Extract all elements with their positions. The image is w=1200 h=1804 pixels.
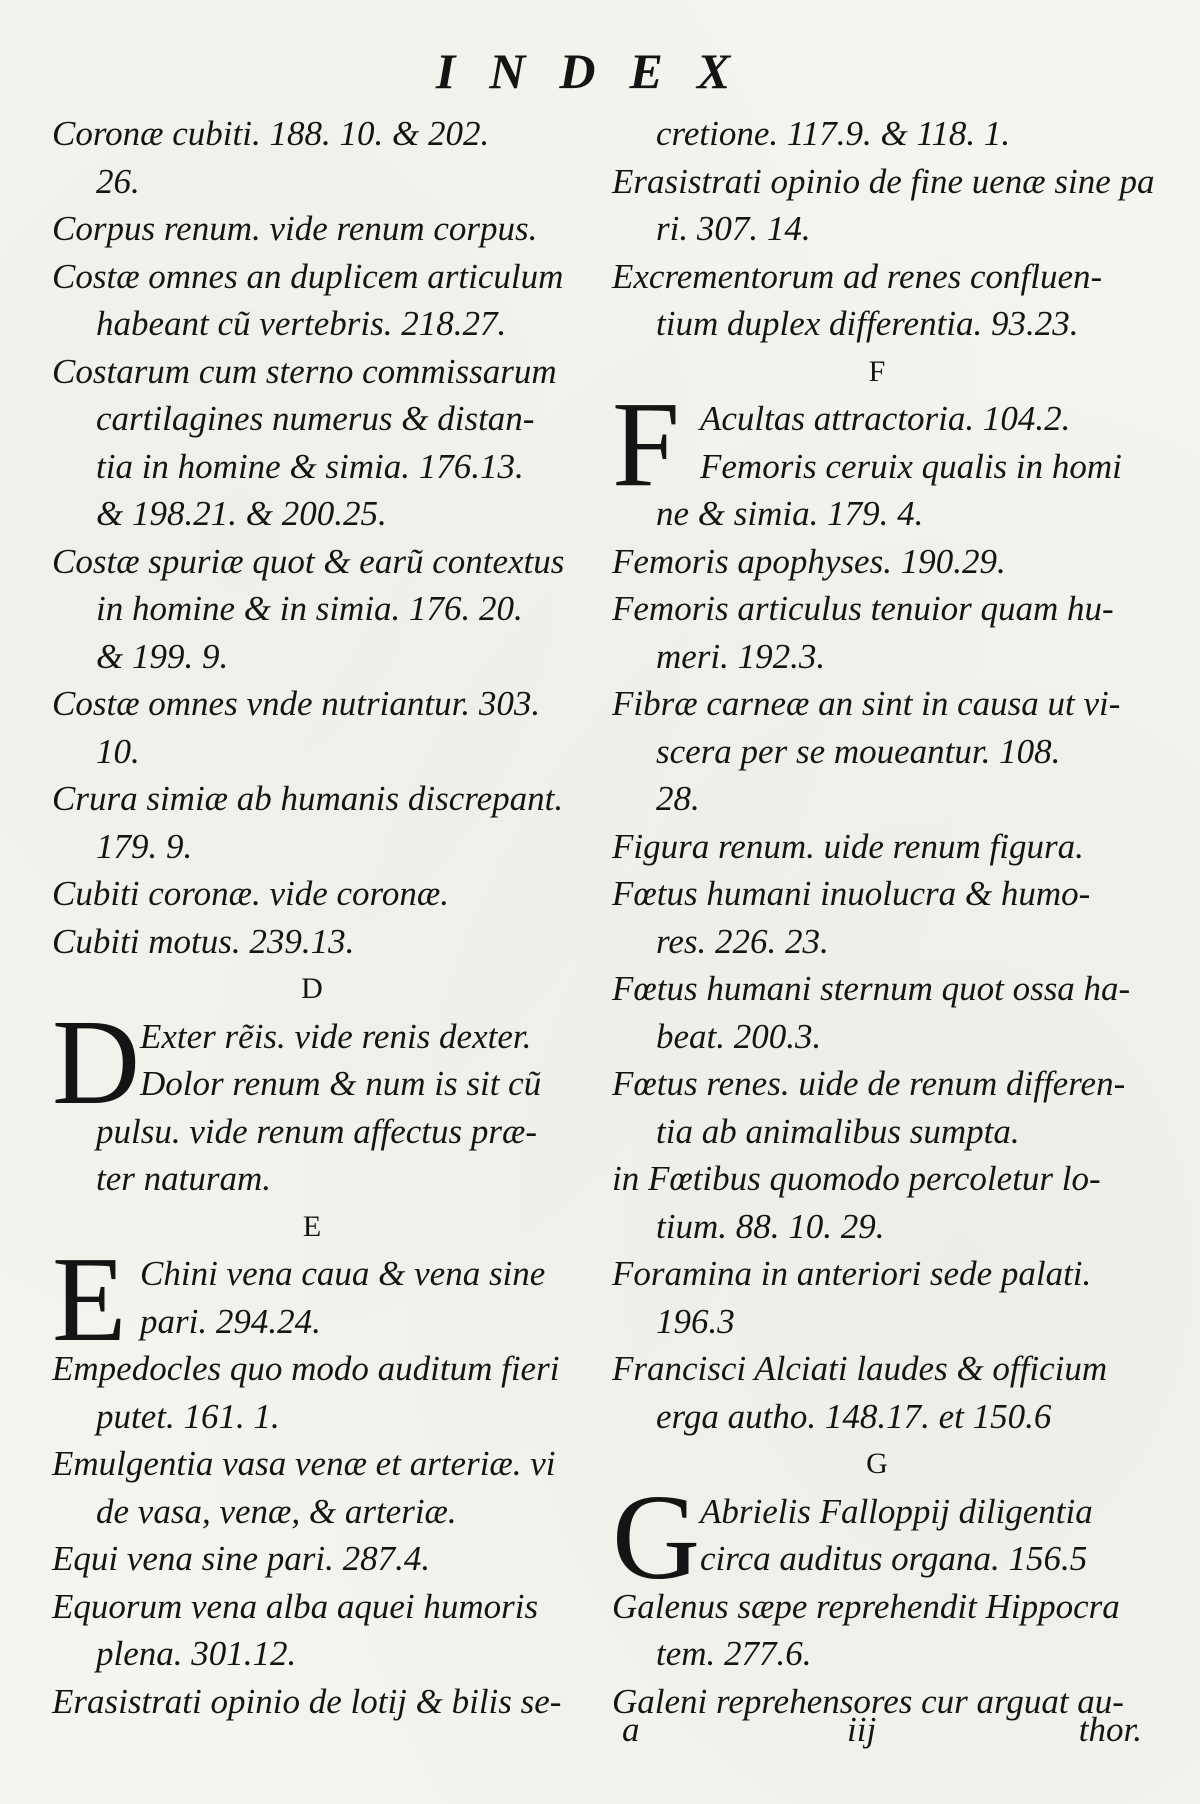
index-entry: de vasa, venæ, & arteriæ. [96,1491,457,1531]
index-entry: 196.3 [656,1301,735,1341]
index-entry: Equorum vena alba aquei humoris [52,1586,539,1626]
index-entry: tium duplex differentia. 93.23. [656,304,1079,343]
index-entry: Erasistrati opinio de fine uenæ sine pa [612,161,1155,201]
index-entry: Fœtus humani sternum quot ossa ha- [612,969,1131,1008]
index-entry: Femoris articulus tenuior quam hu- [612,589,1114,628]
index-entry: Emulgentia vasa venæ et arteriæ. vi [52,1444,556,1483]
initial-block-d [52,994,572,1130]
index-entry: Corpus renum. vide renum corpus. [52,209,538,248]
index-entry: Acultas attractoria. 104.2. [700,399,1071,438]
index-entry: Cubiti coronæ. vide coronæ. [52,874,449,913]
index-entry: Costæ omnes vnde nutriantur. 303. [52,684,541,723]
index-entry: tia ab animalibus sumpta. [656,1111,1020,1151]
index-entry: Empedocles quo modo auditum fieri [52,1349,560,1388]
drop-cap-d: D [52,994,141,1130]
section-letter-e: E [302,1209,322,1243]
index-entry: erga autho. 148.17. et 150.6 [656,1396,1052,1436]
index-entry: scera per se moueantur. 108. [656,731,1061,771]
index-entry: Equi vena sine pari. 287.4. [52,1539,431,1578]
index-entry: Erasistrati opinio de lotij & bilis se- [52,1681,562,1721]
index-entry: in Fœtibus quomodo percoletur lo- [612,1159,1101,1198]
index-entry: Crura simiæ ab humanis discrepant. [52,779,564,818]
index-entry: 26. [96,161,140,201]
section-letter-f: F [868,354,886,388]
drop-cap-g: G [612,1469,701,1605]
initial-block-f [612,377,1142,512]
index-entry: ter naturam. [96,1159,271,1198]
index-entry: tem. 277.6. [656,1634,812,1673]
drop-cap-f: F [612,377,680,512]
index-entry: Excrementorum ad renes confluen- [612,256,1103,296]
initial-block-g [612,1469,1142,1605]
section-letter-d: D [301,972,323,1005]
index-entry: 10. [96,731,140,771]
index-entry: Cubiti motus. 239.13. [52,921,355,961]
left-column [52,110,572,1725]
index-entry: 28. [656,779,700,818]
catchword: thor. [1078,1710,1142,1749]
index-entry: in homine & in simia. 176. 20. [96,589,523,628]
index-entry: ri. 307. 14. [656,209,811,248]
signature-number: iij [847,1710,877,1749]
index-entry: 179. 9. [96,826,193,866]
index-entry: Dolor renum & num is sit cũ [140,1064,542,1103]
index-entry: & 198.21. & 200.25. [96,494,387,533]
index-entry: Coronæ cubiti. 188. 10. & 202. [52,114,490,153]
index-entry: meri. 192.3. [656,636,826,676]
index-entry: & 199. 9. [96,636,229,676]
drop-cap-e: E [52,1232,127,1367]
index-entry: Abrielis Falloppij diligentia [700,1491,1093,1531]
initial-block-e [52,1232,572,1367]
index-entry: circa auditus organa. 156.5 [700,1539,1088,1578]
section-letter-g: G [866,1447,888,1480]
index-entry: Figura renum. uide renum figura. [612,826,1084,866]
index-entry: Exter rẽis. vide renis dexter. [140,1016,532,1056]
index-entry: Galeni reprehensores cur arguat au- [612,1681,1124,1721]
index-entry: Femoris apophyses. 190.29. [612,541,1006,581]
index-entry: Costæ omnes an duplicem articulum [52,256,564,296]
index-entry: tia in homine & simia. 176.13. [96,446,524,486]
index-entry: Costarum cum sterno commissarum [52,351,557,391]
index-entry: Francisci Alciati laudes & officium [612,1349,1108,1388]
index-entry: beat. 200.3. [656,1016,822,1056]
index-entry: cartilagines numerus & distan- [96,399,535,438]
right-column [612,110,1155,1725]
index-entry: Galenus sæpe reprehendit Hippocra [612,1586,1120,1626]
index-entry: Fibræ carneæ an sint in causa ut vi- [612,684,1121,723]
signature-mark: a [622,1710,640,1749]
index-entry: Fœtus humani inuolucra & humo- [612,874,1091,913]
index-entry: Foramina in anteriori sede palati. [612,1254,1092,1293]
index-entry: Chini vena caua & vena sine [140,1254,546,1293]
index-entry: putet. 161. 1. [96,1396,280,1436]
index-entry: pulsu. vide renum affectus præ- [96,1111,538,1151]
index-entry: tium. 88. 10. 29. [656,1206,885,1246]
index-entry: plena. 301.12. [96,1634,297,1673]
page-header: INDEX [435,43,765,99]
index-entry: Fœtus renes. uide de renum differen- [612,1064,1126,1103]
index-entry: ne & simia. 179. 4. [656,494,924,533]
index-entry: res. 226. 23. [656,921,829,961]
index-entry: Femoris ceruix qualis in homi [700,446,1122,486]
index-entry: habeant cũ vertebris. 218.27. [96,304,507,343]
index-entry: Costæ spuriæ quot & earũ contextus [52,541,565,581]
index-entry: pari. 294.24. [140,1301,321,1341]
index-entry: cretione. 117.9. & 118. 1. [656,114,1011,153]
